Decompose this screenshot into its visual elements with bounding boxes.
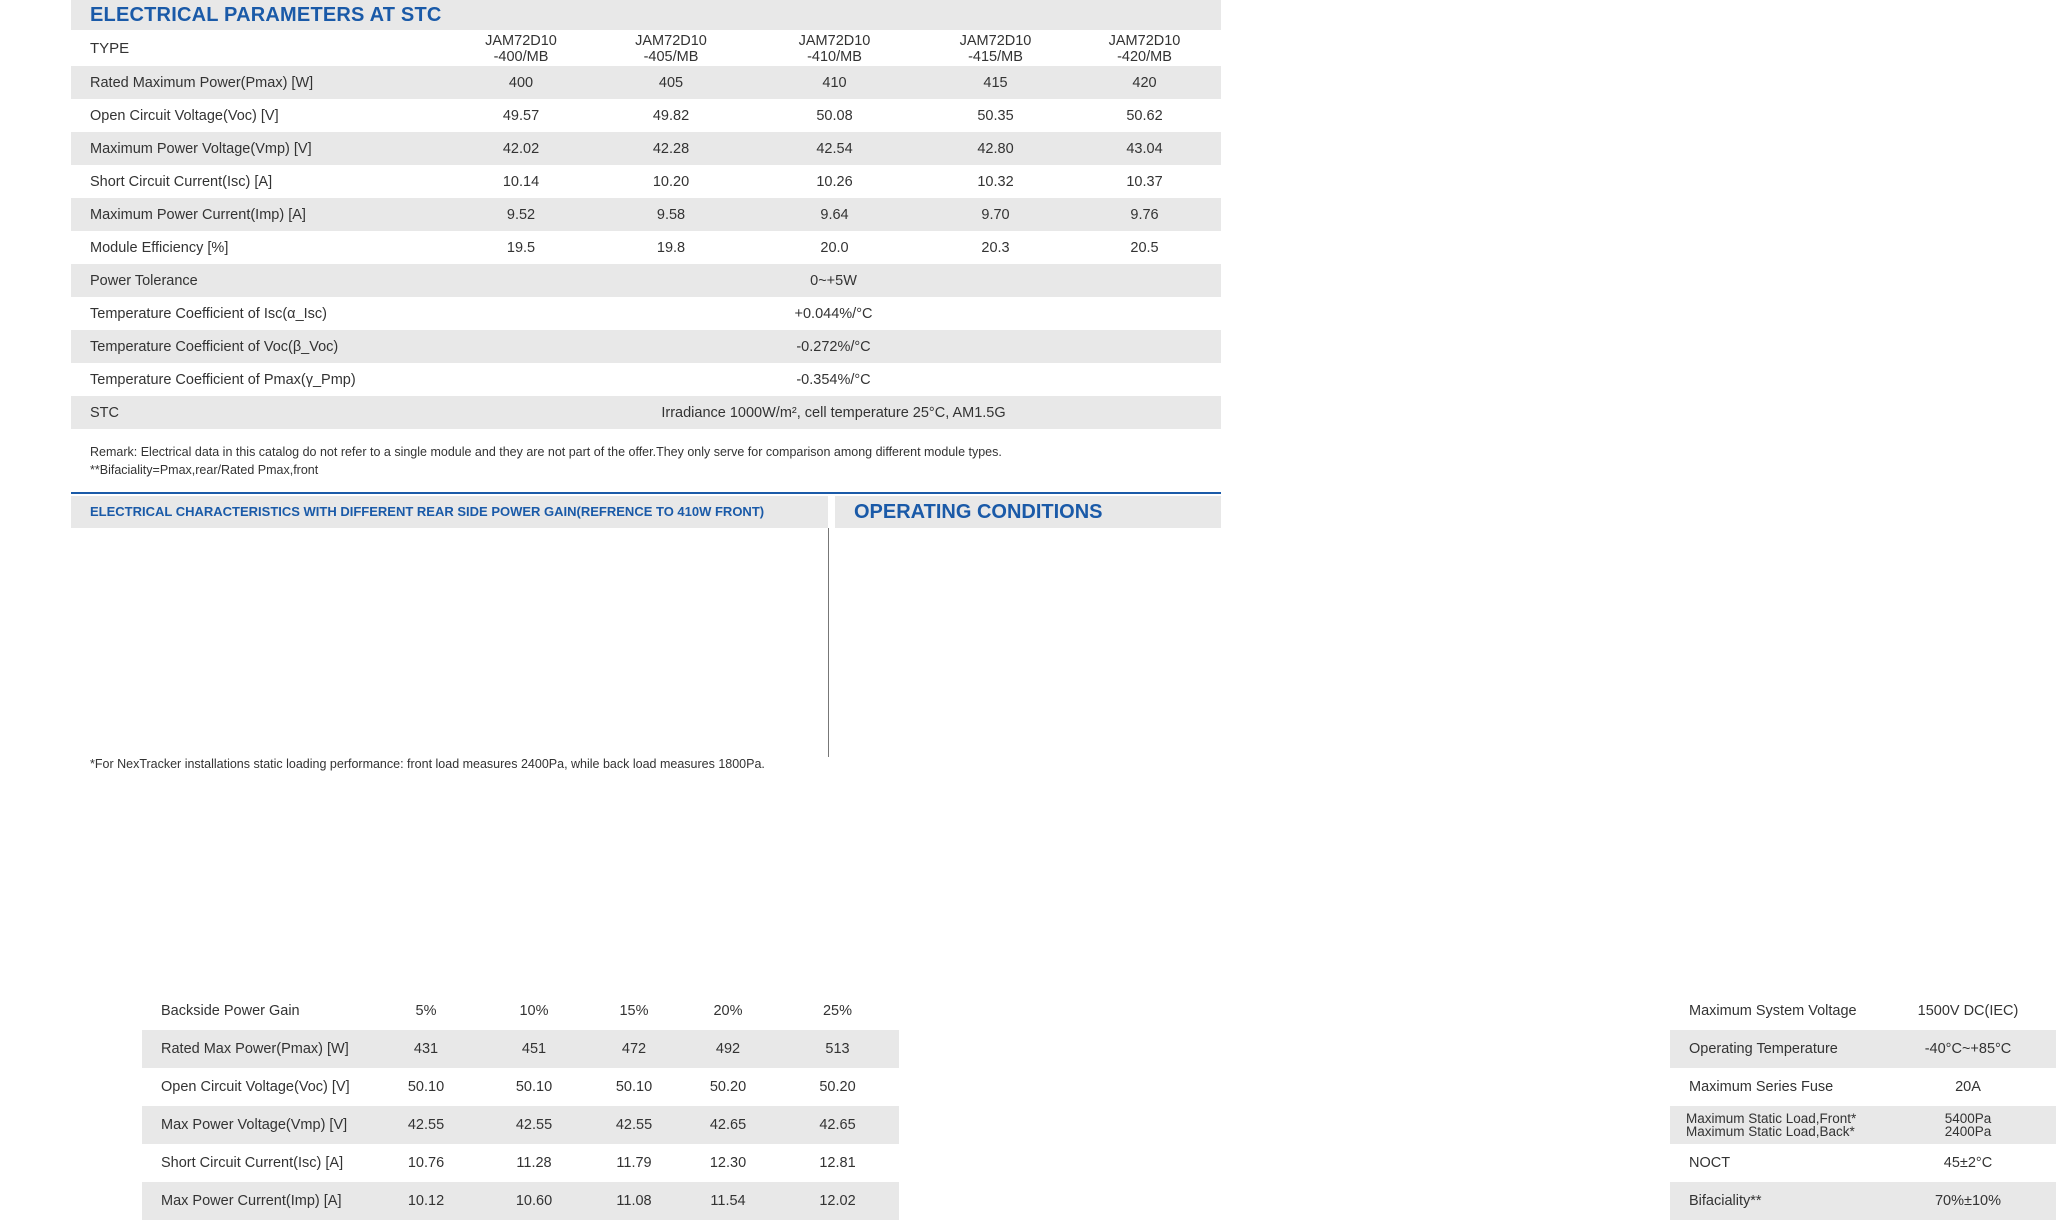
footnote: *For NexTracker installations static loading performance: front load measures 2400Pa, while back load measures 1800Pa.: [90, 757, 765, 771]
value-cell: 19.5: [506, 239, 536, 256]
row-label: Max Power Voltage(Vmp) [V]: [142, 1106, 372, 1144]
label-line: Maximum Static Load,Back*: [1686, 1124, 1855, 1139]
value-cell: 42.65: [680, 1106, 776, 1144]
span-value-cell: Irradiance 1000W/m², cell temperature 25°C, AM1.5G: [446, 396, 1221, 429]
gain-title: ELECTRICAL CHARACTERISTICS WITH DIFFERENT REAR SIDE POWER GAIN(REFRENCE TO 410W FRONT): [71, 496, 828, 528]
row-label: Temperature Coefficient of Pmax(γ_Pmp): [90, 371, 356, 388]
type-line1: JAM72D10: [959, 32, 1032, 49]
oper-row: [1670, 1106, 2056, 1144]
row-label: Rated Maximum Power(Pmax) [W]: [71, 66, 446, 99]
value-cell: 12.81: [819, 1155, 856, 1171]
value-cell: 420: [1068, 66, 1221, 99]
value-cell: 50.08: [816, 107, 853, 124]
remark: [90, 443, 1002, 479]
label-line: Maximum Static Load,Front*: [1686, 1111, 1857, 1126]
stc-row: [71, 198, 1221, 231]
span-value-cell: +0.044%/°C: [794, 305, 873, 322]
row-label: Maximum System Voltage: [1689, 1003, 1857, 1019]
value-cell: 50.20: [709, 1079, 747, 1095]
gain-row: [142, 1144, 899, 1182]
value-cell: 11.08: [588, 1182, 680, 1220]
value-cell: 25%: [822, 1003, 853, 1019]
value-cell: 43.04: [1068, 132, 1221, 165]
value-cell: 10.12: [372, 1182, 480, 1220]
value-cell: 11.28: [516, 1155, 552, 1171]
value-cell: 70%±10%: [1880, 1182, 2056, 1220]
value-cell: 15%: [619, 1003, 649, 1019]
type-line2: -420/MB: [1117, 48, 1172, 65]
type-line1: JAM72D10: [798, 32, 871, 49]
value-cell: 42.55: [588, 1106, 680, 1144]
stc-table: [71, 30, 1221, 429]
stc-section: [71, 0, 1221, 429]
row-label: Bifaciality**: [1670, 1182, 1880, 1220]
value-cell: 42.02: [446, 132, 596, 165]
gain-row: [142, 1106, 899, 1144]
value-cell: 9.76: [1068, 198, 1221, 231]
section-divider: [71, 492, 1221, 494]
value-cell: 10.26: [816, 173, 853, 190]
row-label: Short Circuit Current(Isc) [A]: [161, 1155, 344, 1171]
oper-row: [1670, 1068, 2056, 1106]
value-cell: 10.32: [977, 173, 1014, 190]
value-cell: 400: [446, 66, 596, 99]
value-line: 2400Pa: [1944, 1124, 1992, 1139]
gain-table: [142, 992, 899, 1220]
value-cell: 9.58: [596, 198, 746, 231]
column-divider: [828, 528, 829, 757]
value-cell: 49.57: [502, 107, 540, 124]
stc-span-row: [71, 363, 1221, 396]
stc-span-row: [71, 297, 1221, 330]
type-cell: [596, 30, 746, 66]
value-cell: 10.60: [480, 1182, 588, 1220]
value-cell: 513: [776, 1030, 899, 1068]
row-label: STC: [71, 396, 446, 429]
type-cell: [446, 30, 596, 66]
value-cell: 5%: [415, 1003, 437, 1019]
value-cell: 12.30: [709, 1155, 747, 1171]
value-cell: 50.35: [977, 107, 1014, 124]
value-cell: 42.55: [372, 1106, 480, 1144]
value-cell: 9.70: [923, 198, 1068, 231]
row-label: Maximum Power Current(Imp) [A]: [71, 198, 446, 231]
remark-line2: **Bifaciality=Pmax,rear/Rated Pmax,front: [90, 463, 319, 477]
value-line: 5400Pa: [1944, 1111, 1992, 1126]
value-cell: 10.37: [1126, 173, 1163, 190]
value-cell: 42.65: [776, 1106, 899, 1144]
value-cell: 492: [680, 1030, 776, 1068]
value-cell: 10%: [519, 1003, 549, 1019]
oper-title: OPERATING CONDITIONS: [835, 496, 1221, 528]
value-cell: 10.76: [407, 1155, 445, 1171]
oper-row: [1670, 1144, 2056, 1182]
value-cell: 415: [923, 66, 1068, 99]
row-label: NOCT: [1689, 1155, 1731, 1171]
value-cell: 9.64: [746, 198, 923, 231]
gain-row: [142, 992, 899, 1030]
stc-title: ELECTRICAL PARAMETERS AT STC: [71, 0, 1221, 30]
row-label: Open Circuit Voltage(Voc) [V]: [90, 107, 279, 124]
value-cell: 410: [746, 66, 923, 99]
type-line2: -415/MB: [968, 48, 1023, 65]
stc-row: [71, 231, 1221, 264]
value-cell: 472: [588, 1030, 680, 1068]
row-label: Rated Max Power(Pmax) [W]: [142, 1030, 372, 1068]
value-cell: 42.28: [596, 132, 746, 165]
gain-row: [142, 1068, 899, 1106]
value-cell: 45±2°C: [1943, 1155, 1993, 1171]
row-label: Temperature Coefficient of Isc(α_Isc): [90, 305, 327, 322]
oper-row: [1670, 1182, 2056, 1220]
span-value-cell: -0.354%/°C: [796, 371, 871, 388]
value-cell: -40°C~+85°C: [1880, 1030, 2056, 1068]
row-label: Backside Power Gain: [161, 1003, 300, 1019]
row-label: Temperature Coefficient of Voc(β_Voc): [71, 330, 446, 363]
stc-row: [71, 99, 1221, 132]
value-cell: [1880, 1106, 2056, 1144]
oper-row: [1670, 1030, 2056, 1068]
stc-row: [71, 165, 1221, 198]
type-label: TYPE: [90, 39, 130, 57]
value-cell: 42.80: [923, 132, 1068, 165]
value-cell: 20.3: [981, 239, 1010, 256]
stc-span-row: [71, 396, 1221, 429]
gain-row: [142, 1182, 899, 1220]
row-label: Module Efficiency [%]: [90, 239, 229, 256]
value-cell: 42.54: [746, 132, 923, 165]
row-label: Operating Temperature: [1670, 1030, 1880, 1068]
type-line1: JAM72D10: [485, 32, 557, 49]
type-cell: [1068, 30, 1221, 66]
type-line2: -405/MB: [643, 48, 699, 65]
value-cell: 11.79: [616, 1155, 652, 1171]
value-cell: 451: [480, 1030, 588, 1068]
oper-row: [1670, 992, 2056, 1030]
value-cell: 19.8: [656, 239, 686, 256]
value-cell: 49.82: [652, 107, 690, 124]
value-cell: 20A: [1955, 1079, 1981, 1095]
span-value-cell: 0~+5W: [446, 264, 1221, 297]
type-line2: -400/MB: [493, 48, 549, 65]
value-cell: 20.5: [1130, 239, 1159, 256]
value-cell: 50.62: [1126, 107, 1163, 124]
type-line1: JAM72D10: [635, 32, 707, 49]
value-cell: 50.10: [615, 1079, 653, 1095]
row-label: Power Tolerance: [71, 264, 446, 297]
value-cell: 431: [372, 1030, 480, 1068]
stc-span-row: [71, 264, 1221, 297]
value-cell: 50.10: [407, 1079, 445, 1095]
value-cell: 50.20: [819, 1079, 856, 1095]
oper-table: [1670, 992, 2056, 1220]
row-label: [1670, 1106, 1880, 1144]
value-cell: 1500V DC(IEC): [1917, 1003, 2019, 1019]
type-line2: -410/MB: [807, 48, 862, 65]
type-line1: JAM72D10: [1108, 32, 1181, 49]
type-cell: [746, 30, 923, 66]
stc-row: [71, 66, 1221, 99]
value-cell: 10.20: [652, 173, 690, 190]
value-cell: 20%: [713, 1003, 743, 1019]
value-cell: 10.14: [502, 173, 540, 190]
value-cell: 50.10: [515, 1079, 553, 1095]
value-cell: 11.54: [680, 1182, 776, 1220]
span-value-cell: -0.272%/°C: [446, 330, 1221, 363]
row-label: Max Power Current(Imp) [A]: [142, 1182, 372, 1220]
type-cell: [923, 30, 1068, 66]
value-cell: 405: [596, 66, 746, 99]
stc-row: [71, 132, 1221, 165]
value-cell: 20.0: [820, 239, 849, 256]
row-label: Maximum Series Fuse: [1689, 1079, 1834, 1095]
value-cell: 9.52: [446, 198, 596, 231]
remark-line1: Remark: Electrical data in this catalog do not refer to a single module and they are not part of the offer.They only serve for comparison among different module types.: [90, 445, 1002, 459]
row-label: Short Circuit Current(Isc) [A]: [90, 173, 273, 190]
row-label: Maximum Power Voltage(Vmp) [V]: [71, 132, 446, 165]
stc-span-row: [71, 330, 1221, 363]
type-row: [71, 30, 1221, 66]
value-cell: 42.55: [480, 1106, 588, 1144]
row-label: Open Circuit Voltage(Voc) [V]: [161, 1079, 350, 1095]
gain-row: [142, 1030, 899, 1068]
value-cell: 12.02: [776, 1182, 899, 1220]
